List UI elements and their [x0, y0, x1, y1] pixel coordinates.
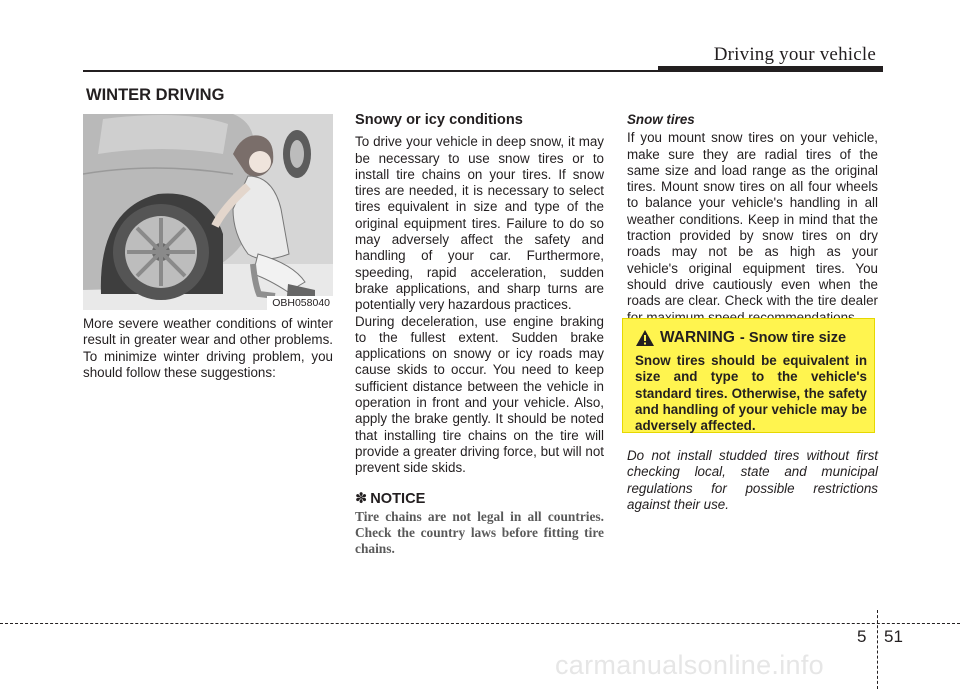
figure-code: OBH058040 [267, 296, 333, 310]
warning-label: WARNING [660, 329, 735, 346]
snowy-icy-paragraph-2: During deceleration, use engine braking to the fullest extent. Sudden brake applications on snowy or icy roads may cause skids to occur. You need to keep sufficient distance between the vehicle in operation in front and your vehicle. Also, apply the brake gently. It should be noted that installing tire chains on the tire will provide a greater driving force, but will not prevent side skids. [355, 313, 604, 476]
snow-tires-heading: Snow tires [627, 112, 695, 127]
warning-text: Snow tires should be equivalent in size and type to the vehicle's standard tires. Otherwise, the safety and handling of your vehicle may be adversely affected. [635, 353, 867, 434]
snowy-icy-heading: Snowy or icy conditions [355, 112, 523, 128]
notice-heading [355, 491, 604, 507]
warning-triangle-icon [635, 329, 655, 347]
snowy-icy-section [355, 112, 604, 558]
snow-tires-section [627, 112, 878, 326]
footer-rule [0, 623, 960, 624]
warning-header [635, 329, 846, 347]
studded-tires-note: Do not install studded tires without first checking local, state and municipal regulations for possible restrictions against their use. [627, 448, 878, 512]
warning-box [622, 318, 875, 433]
footer-divider [877, 610, 878, 689]
notice-star-icon: ✽ [355, 490, 368, 507]
chapter-title: Driving your vehicle [713, 44, 876, 65]
chapter-number: 5 [857, 627, 867, 646]
tire-chain-illustration [83, 114, 333, 310]
watermark: carmanualsonline.info [555, 650, 824, 680]
warning-topic: - Snow tire size [739, 330, 847, 346]
page-number: 51 [884, 627, 903, 646]
notice-label: NOTICE [370, 490, 426, 507]
intro-paragraph: More severe weather conditions of winter result in greater wear and other problems. To minimize winter driving problem, you should follow these suggestions: [83, 316, 333, 380]
header-rule-accent [658, 66, 883, 72]
section-heading: WINTER DRIVING [86, 86, 225, 104]
notice-text: Tire chains are not legal in all countries. Check the country laws before fitting tire chains. [355, 508, 604, 557]
snowy-icy-paragraph-1: To drive your vehicle in deep snow, it may be necessary to use snow tires or to install tire chains on your tires. If snow tires are needed, it is necessary to select tires equivalent in size and type of the original equipment tires. Failure to do so may adversely affect the safety and handling of your car. Furthermore, speeding, rapid acceleration, sudden brake applications, and sharp turns are potentially very hazardous practices. [355, 134, 604, 313]
snow-tires-paragraph: If you mount snow tires on your vehicle, make sure they are radial tires of the same size and load range as the original tires. Mount snow tires on all four wheels to balance your vehicle's handling in all weather conditions. Keep in mind that the traction provided by snow tires on dry roads may not be as high as your vehicle's original equipment tires. You should drive cautiously even when the roads are clear. Check with the tire dealer [627, 130, 878, 309]
